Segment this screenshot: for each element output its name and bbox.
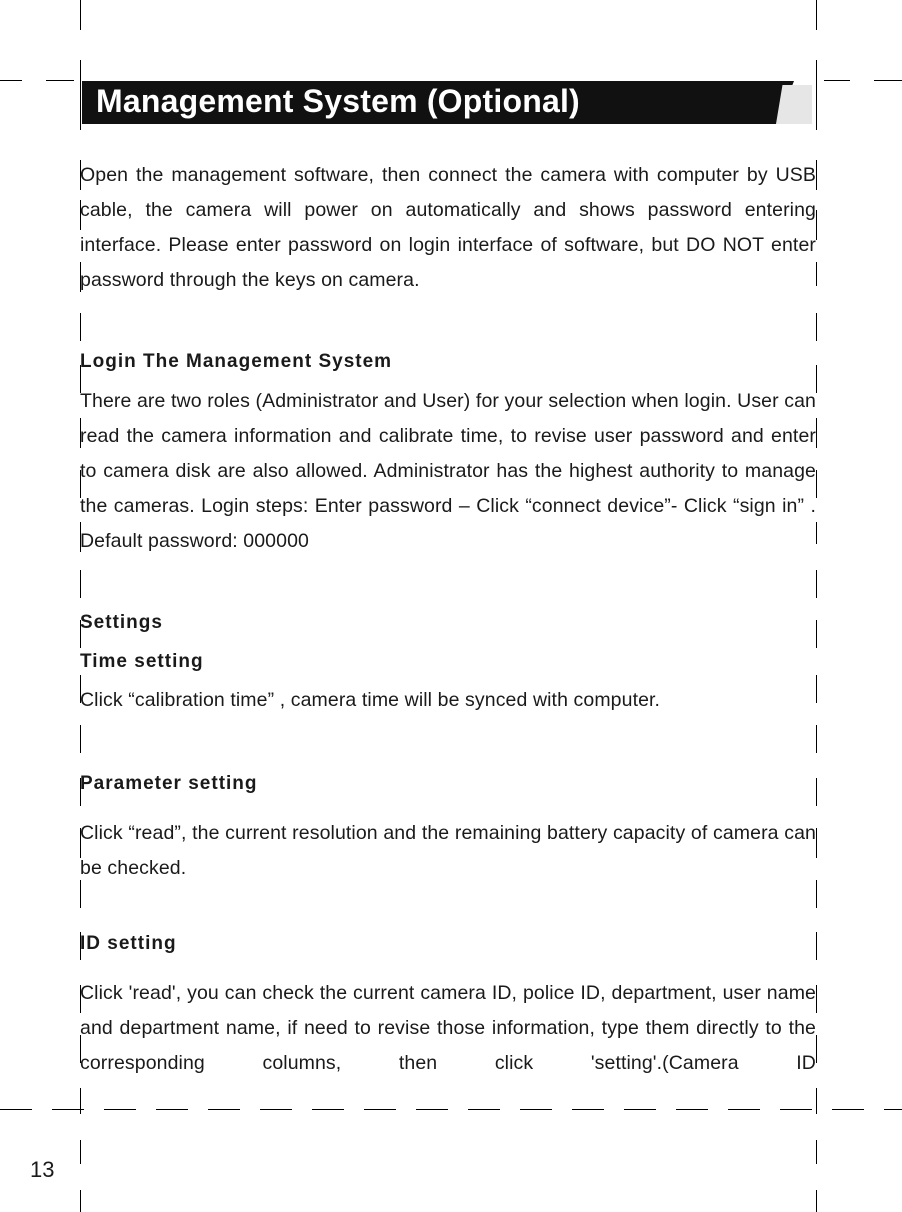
id-setting-paragraph: Click 'read', you can check the current camera ID, police ID, department, user name and department name, if need to revise those information, type them directly to the corresponding columns, then click 'setting'.(Camera ID <box>80 982 816 1074</box>
login-section <box>80 350 816 559</box>
id-setting-heading: ID setting <box>80 933 177 954</box>
intro-section <box>80 158 816 298</box>
crop-mark-bottom-dashed-line <box>0 1109 902 1110</box>
intro-paragraph: Open the management software, then connect the camera with computer by USB cable, the camera will power on automatically and shows password entering interface. Please enter password on login interface of software, but DO NOT enter password through the keys on camera. <box>80 164 816 291</box>
page-number: 13 <box>30 1157 55 1182</box>
settings-section <box>80 611 816 718</box>
login-paragraph: There are two roles (Administrator and User) for your selection when login. User can read the camera information and calibrate time, to revise user password and enter to camera disk are also allowed. Administrator has the highest authority to manage the cameras. Login steps: Enter password – Click “connect device”- Click “sign in” . Default password: 000000 <box>80 390 816 552</box>
login-heading: Login The Management System <box>80 351 393 372</box>
parameter-setting-paragraph: Click “read”, the current resolution and the remaining battery capacity of camera can be checked. <box>80 822 816 879</box>
section-header-banner <box>82 81 812 124</box>
settings-heading: Settings <box>80 612 163 633</box>
page-title: Management System (Optional) <box>96 83 580 119</box>
time-setting-paragraph: Click “calibration time” , camera time will be synced with computer. <box>80 689 661 711</box>
parameter-setting-heading: Parameter setting <box>80 773 258 794</box>
parameter-setting-section <box>80 772 816 886</box>
id-setting-section <box>80 932 816 1081</box>
time-setting-heading: Time setting <box>80 651 204 672</box>
